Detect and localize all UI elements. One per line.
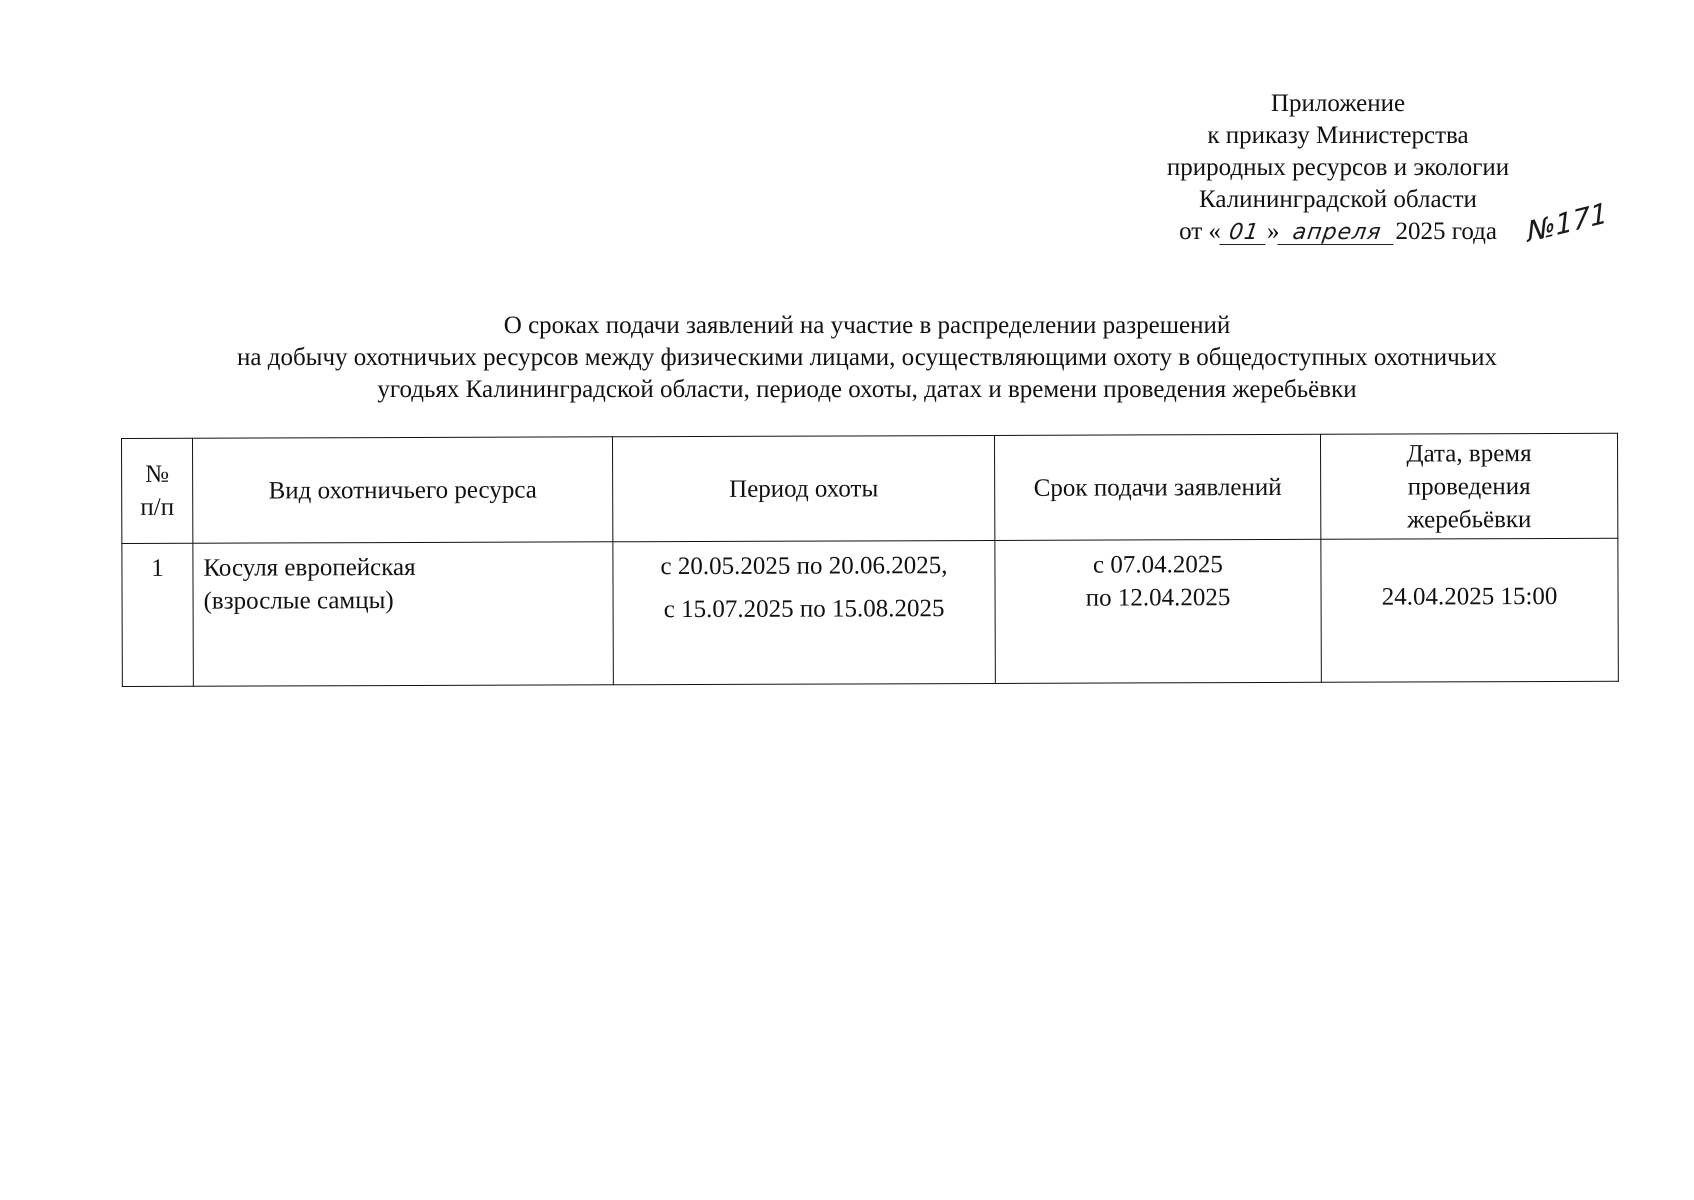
schedule-table — [121, 433, 1619, 687]
title-line: на добычу охотничьих ресурсов между физическими лицами, осуществляющими охоту в общедоступных охотничьих — [237, 344, 1497, 371]
appendix-line: природных ресурсов и экологии — [1166, 154, 1510, 181]
cell-number: 1 — [122, 543, 193, 686]
cell-deadline: с 07.04.2025 по 12.04.2025 — [995, 539, 1321, 683]
title-line: угодьях Калининградской области, периоде охоты, датах и времени проведения жеребьёвки — [377, 376, 1357, 403]
table-header-row — [122, 433, 1618, 543]
appendix-line: Калининградской области — [1199, 186, 1477, 213]
date-suffix: 2025 года — [1395, 218, 1497, 245]
schedule-table-wrapper — [121, 433, 1618, 687]
document-title — [120, 310, 1614, 406]
header-period: Период охоты — [612, 435, 994, 541]
appendix-block — [1098, 88, 1578, 248]
table-row — [122, 538, 1618, 686]
handwritten-order-number: №171 — [1526, 195, 1609, 250]
handwritten-month: апреля — [1278, 222, 1397, 245]
header-deadline: Срок подачи заявлений — [994, 434, 1320, 540]
title-line: О сроках подачи заявлений на участие в распределении разрешений — [503, 312, 1231, 339]
cell-species: Косуля европейская (взрослые самцы) — [193, 542, 613, 686]
order-date-line — [1098, 216, 1578, 248]
header-draw: Дата, время проведения жеребьёвки — [1320, 433, 1617, 539]
cell-period: с 20.05.2025 по 20.06.2025, с 15.07.2025 по 15.08.2025 — [613, 540, 995, 684]
handwritten-day: 01 — [1219, 222, 1268, 245]
appendix-line: Приложение — [1270, 90, 1406, 117]
cell-draw-datetime: 24.04.2025 15:00 — [1321, 538, 1618, 682]
appendix-line: к приказу Министерства — [1207, 122, 1469, 149]
header-species: Вид охотничьего ресурса — [193, 437, 613, 543]
header-number: № п/п — [122, 438, 193, 543]
date-prefix: от « — [1179, 218, 1221, 245]
date-close-quote: » — [1266, 218, 1280, 245]
